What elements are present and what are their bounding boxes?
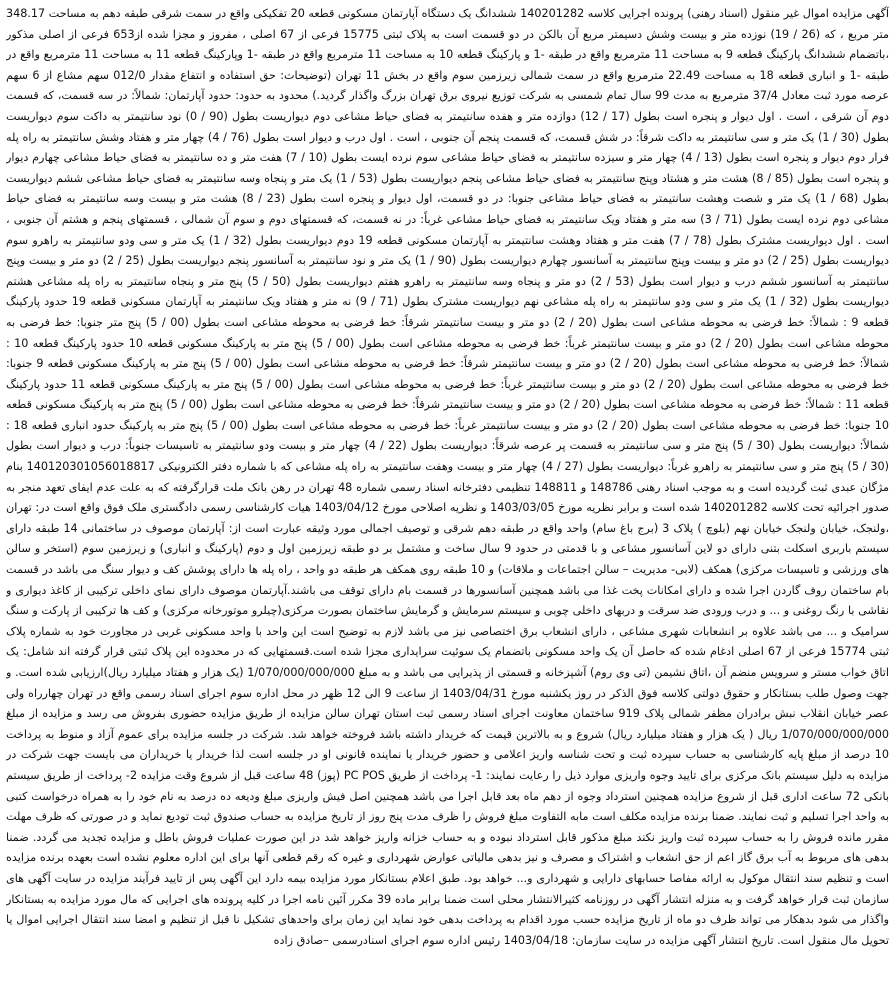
auction-notice [6, 4, 889, 987]
notice-body: آگهی مزایده اموال غیر منقول (اسناد رهنی) پرونده اجرایی کلاسه 140201282 ششدانگ یک دستگاه آپارتمان مسکونی قطعه 20 تفکیکی واقع در سمت شرقی طبقه دهم به مساحت 348.17 متر مربع ، که (26 / 19) نوزده متر و بیست وشش دسیمتر مربع آن بالکن در دو قسمت است به پلاک ثبتی 15775 فرعی از 67 اصلی ، مفروز و مجزا شده از653 فرعی از اصلی مذکور ،باتضمام ششدانگ پارکینگ قطعه 9 به مساحت 11 مترمربع واقع در طبقه -1 و پارکینگ قطعه 10 به مساحت 11 مترمربع واقع در طبقه -1 وپارکینگ قطعه 11 به مساحت 11 مترمربع واقع در طبقه -1 و انباری قطعه 18 به مساحت 22.49 مترمربع واقع در سمت شمالی زیرزمین سوم واقع در بخش 11 تهران (توضیحات: حق استفاده و انتفاع مقدار 012/0 سهم مشاع از 6 سهم عرصه مورد ثبت معادل 37/4 مترمربع به مدت 99 سال تمام شمسی به شرکت توزیع نیروی برق تهران بزرگ واگذار گردید.) محدود به حدود: حدود آپارتمان: شمالاً: در سه قسمت، که قسمت دوم آن شرقی ، است . اول دیوار و پنجره است بطول (17 / 12) دوازده متر و هفده سانتیمتر به فضای حیاط مشاعی دوم دیواریست بطول (90 / 0) نود سانتیمتر به داکت سوم دیواریست بطول (30 / 1) یک متر و سی سانتیمتر به داکت شرقاً: در شش قسمت، که قسمت پنجم آن جنوبی ، است . اول درب و دیوار است بطول (76 / 4) چهار متر و هفتاد وشش سانتیمتر به راه پله فرار دوم دیوار و پنجره است بطول (13 / 4) چهار متر و سیزده سانتیمتر به فضای حیاط مشاعی سوم نرده ایست بطول (10 / 7) هفت متر و ده سانتیمتر به فضای حیاط مشاعی چهارم دیوار و پنجره است بطول (85 / 8) هشت متر و هشتاد وپنج سانتیمتر به فضای حیاط مشاعی پنجم دیواریست بطول (53 / 1) یک متر و پنجاه وسه سانتیمتر به فضای حیاط مشاعی ششم دیواریست بطول (68 / 1) یک متر و شصت وهشت سانتیمتر به فضای حیاط مشاعی جنوبا: در دو قسمت، اول دیوار و پنجره است بطول (23 / 8) هشت متر و بیست وسه سانتیمتر به فضای حیاط مشاعی دوم نرده ایست بطول (71 / 3) سه متر و هفتاد ویک سانتیمتر به فضای حیاط مشاعی غرباً: در نه قسمت، که قسمتهای دوم و سوم آن شمالی ، قسمتهای پنجم و هشتم آن جنوبی ، است . اول دیواریست مشترک بطول (78 / 7) هفت متر و هفتاد وهشت سانتیمتر به آپارتمان مسکونی قطعه 19 دوم دیواریست بطول (32 / 1) یک متر و سی ودو سانتیمتر به راهرو سوم دیواریست بطول (25 / 2) دو متر و بیست وپنج سانتیمتر به آسانسور چهارم دیواریست بطول (90 / 1) یک متر و نود سانتیمتر به آسانسور پنجم دیواریست بطول (25 / 2) دو متر و بیست وپنج سانتیمتر به آسانسور ششم درب و دیوار است بطول (53 / 2) دو متر و پنجاه وسه سانتیمتر به راهرو هفتم دیواریست بطول (50 / 5) پنج متر و پنجاه سانتیمتر به راه پله مشاعی هشتم دیواریست بطول (32 / 1) یک متر و سی ودو سانتیمتر به راه پله مشاعی نهم دیواریست مشترک بطول (71 / 9) نه متر و هفتاد ویک سانتیمتر به آپارتمان مسکونی قطعه 19 حدود پارکینگ قطعه 9 : شمالاً: خط فرضی به محوطه مشاعی است بطول (20 / 2) دو متر و بیست سانتیمتر شرقاً: خط فرضی به محوطه مشاعی است بطول (00 / 5) پنج متر جنوبا: خط فرضی به محوطه مشاعی است بطول (20 / 2) دو متر و بیست سانتیمتر غرباً: خط فرضی به محوطه مشاعی است بطول (00 / 5) پنج متر به پارکینگ مسکونی قطعه 10 حدود پارکینگ قطعه 10 : شمالاً: خط فرضی به محوطه مشاعی است بطول (20 / 2) دو متر و بیست سانتیمتر شرقاً: خط فرضی به محوطه مشاعی است بطول (00 / 5) پنج متر به پارکینگ مسکونی قطعه 9 جنوبا: خط فرضی به محوطه مشاعی است بطول (20 / 2) دو متر و بیست سانتیمتر غرباً: خط فرضی به محوطه مشاعی است بطول (00 / 5) پنج متر به پارکینگ مسکونی قطعه 11 حدود پارکینگ قطعه 11 : شمالاً: خط فرضی به محوطه مشاعی است بطول (20 / 2) دو متر و بیست سانتیمتر شرقاً: خط فرضی به محوطه مشاعی است بطول (00 / 5) پنج متر به پارکینگ مسکونی قطعه 10 جنوبا: خط فرضی به محوطه مشاعی است بطول (20 / 2) دو متر و بیست سانتیمتر غرباً: خط فرضی به محوطه مشاعی است بطول (00 / 5) پنج متر به پارکینگ حدود انباری قطعه 18 : شمالاً: دیواریست بطول (30 / 5) پنج متر و سی سانتیمتر به قسمت پر عرصه شرقاً: دیواریست بطول (22 / 4) چهار متر و بیست ودو سانتیمتر به تاسیسات جنوباً: درب و دیوار است بطول (30 / 5) پنج متر و سی سانتیمتر به راهرو غرباً: دیواریست بطول (27 / 4) چهار متر و بیست وهفت سانتیمتر به راه پله مشاعی که با شماره دفتر الکترونیکی 140120301056018817 بنام مژگان عبدی ثبت گردیده است و به موجب اسناد رهنی 148786 و 148811 تنظیمی دفترخانه اسناد رسمی شماره 48 تهران در رهن بانک ملت قرارگرفته که به علت عدم ایفای تعهد منجر به صدور اجرائیه تحت کلاسه 140201282 شده است و برابر نظریه مورخ 1403/03/05 و نظریه اصلاحی مورخ 1403/04/12 هیات کارشناسی رسمی دادگستری ملک فوق واقع است در: تهران ،ولنجک، خیابان ولنجک خیابان نهم (بلوچ ) پلاک 3 (برج باغ سام) واحد واقع در طبقه دهم شرقی و توصیف اجمالی مورد وثیقه عبارت است از: آپارتمان موصوف در ساختمانی 14 طبقه دارای سیستم باربری اسکلت بتنی دارای دو لاین آسانسور مشاعی و با قدمتی در حدود 9 سال ساخت و مشتمل بر دو طبقه زیرزمین اول و دوم (پارکینگ و انباری) و زیرزمین سوم (استخر و سالن های ورزشی و تاسیسات مرکزی) همکف (لابی- مدیریت – سالن اجتماعات و ملاقات) و 10 طبقه روی همکف هر طبقه دو واحد ، راه پله ها دارای پوشش کف و دیوار سنگ می باشد در قسمت بام ساختمان روف گاردن اجرا شده و دارای امکانات پخت غذا می باشد همچنین آسانسورها در قسمت بام دارای توقف می باشند.آپارتمان موصوف دارای نمای داخلی ترکیبی از کاغذ دیواری و نقاشی با رنگ روغنی و ... و درب ورودی ضد سرقت و دربهای داخلی چوبی و سیستم سرمایش و گرمایش ساختمان بصورت مرکزی(چیلرو موتورخانه مرکزی) و کف ها ترکیبی از پارکت و سنگ سرامیک و ... می باشد علاوه بر انشعابات شهری مشاعی ، دارای انشعاب برق اختصاصی نیز می باشد لازم به توضیح است این واحد با واحد مسکونی غربی در مجاورت خود به شماره پلاک ثبتی 15774 فرعی از 67 اصلی ادغام شده که حاصل آن یک واحد مسکونی باتضمام یک سوئیت سرایداری مجزا شده است.قسمتهایی که در محدوده این پلاک ثبتی قرار گرفته اند شامل: یک اتاق خواب مستر و سرویس منضم آن ،اتاق نشیمن (تی وی روم) آشپزخانه و قسمتی از پذیرایی می باشد و به مبلغ 1/070/000/000/000 (یک هزار و هفتاد میلیارد ریال)ارزیابی شده است. و جهت وصول طلب بستانکار و حقوق دولتی کلاسه فوق الذکر در روز یکشنبه مورخ 1403/04/31 از ساعت 9 الی 12 ظهر در محل اداره سوم اجرای اسناد رسمی واقع در تهران چهارراه ولی عصر خیابان انقلاب نبش برادران مظفر شمالی پلاک 919 ساختمان معاونت اجرای اسناد رسمی ثبت استان تهران سالن مزایده از طریق مزایده حضوری بفروش می رسد و مزایده از مبلغ 1/070/000/000/000 ریال ( یک هزار و هفتاد میلیارد ریال) شروع و به بالاترین قیمت که خریدار داشته باشد فروخته خواهد شد. شرکت در جلسه مزایده برای عموم آزاد و منوط به پرداخت 10 درصد از مبلغ پایه کارشناسی به حساب سپرده ثبت و تحت شناسه واریز اعلامی و حضور خریدار یا نماینده قانونی او در جلسه است لذا خریدار یا خریداران می بایست جهت شرکت در مزایده به دلیل سیستم بانک مرکزی برای تایید وجوه واریزی موارد ذیل را رعایت نمایند: 1- پرداخت از طریق PC POS (پوز) 48 ساعت قبل از شروع وقت مزایده 2- پرداخت از طریق سیستم بانکی 72 ساعت اداری قبل از شروع مزایده همچنین استرداد وجوه از دهم ماه بعد قابل اجرا می باشد همچنین اصل فیش واریزی مبلغ ودیعه ده درصد به نام خود را به همراه درخواست کتبی به واحد اجرا تسلیم و ثبت نمایند. ضمنا برنده مزایده مکلف است مابه التفاوت مبلغ فروش را ظرف مدت پنج روز از تاریخ مزایده به حساب صندوق ثبت تودیع نماید و در صورتی که ظرف مهلت مقرر مانده فروش را به حساب سپرده ثبت واریز نکند مبلغ مذکور قابل استرداد نبوده و به حساب خزانه واریز خواهد شد در این صورت عملیات فروش باطل و مزایده تجدید می گردد. ضمنا بدهی های مربوط به آب برق گاز اعم از حق انشعاب و اشتراک و مصرف و نیز بدهی مالیاتی عوارض شهرداری و غیره که رقم قطعی آنها برای این اداره معلوم نشده است بعهده برنده مزایده است و تنظیم سند انتقال موکول به ارائه مفاصا حسابهای دارایی و شهرداری و... خواهد بود. طبق اعلام بستانکار مورد مزایده بیمه دارد این آگهی پس از تایید فرآیند مزایده در سایت آگهی های سازمان ثبت قرار خواهد گرفت و به منزله انتشار آگهی در روزنامه کثیرالانتشار محلی است ضمنا برابر ماده 39 مکرر آئین نامه اجرا در کلیه پرونده های اجرایی که مال مورد مزایده به بستانکار واگذار می شود بدهکار می تواند ظرف دو ماه از تاریخ مزایده حسب مورد اقدام به پرداخت بدهی خود نماید این زمان برای واحدهای تشکیل نا قبل از تنظیم و امضا سند انتقال اجرایی اموال یا تحویل مال منقول است. تاریخ انتشار آگهی مزایده در سایت سازمان: 1403/04/18 رئیس اداره سوم اجرای اسنادرسمی –صادق زاده [6, 7, 889, 947]
